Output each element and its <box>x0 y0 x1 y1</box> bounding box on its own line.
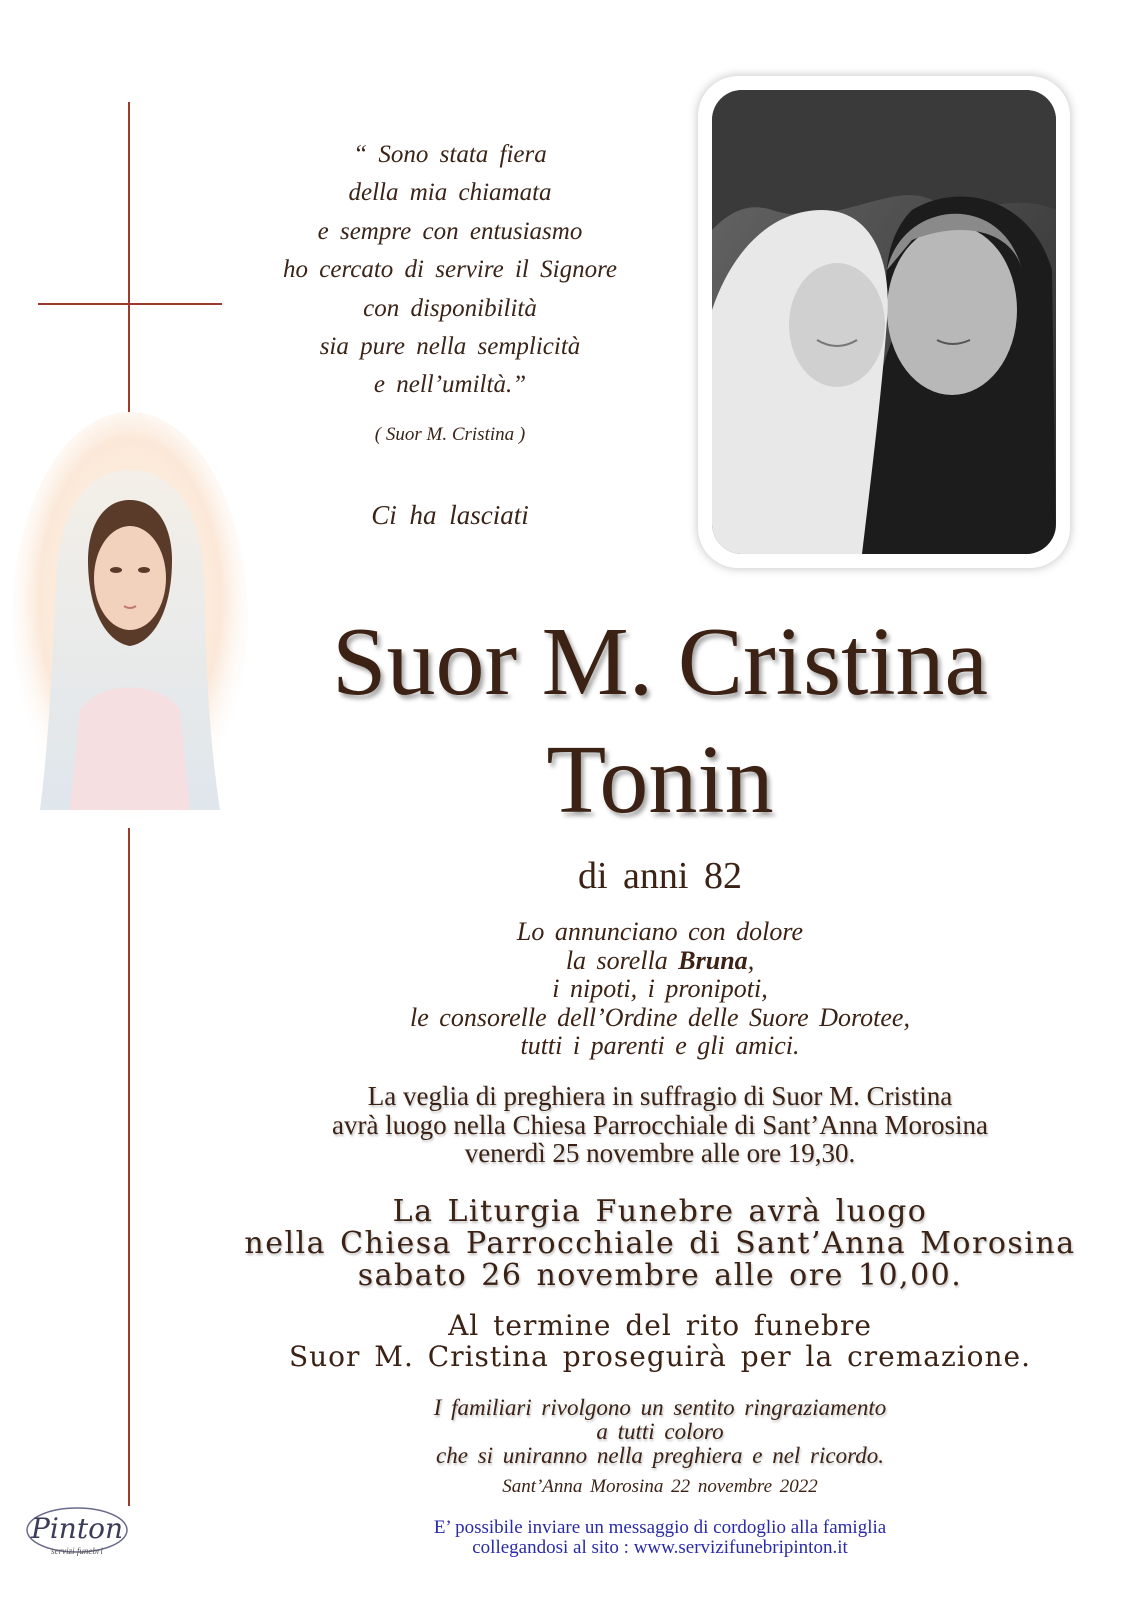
thanks-line: che si uniranno nella preghiera e nel ricordo. <box>436 1443 884 1468</box>
cross-vertical-top <box>128 102 130 412</box>
cross-vertical-bottom <box>128 828 130 1506</box>
thanks <box>240 1396 1080 1468</box>
cremation-line: Al termine del rito funebre <box>448 1309 872 1342</box>
condolence-site <box>240 1518 1080 1558</box>
funeral-line: La Liturgia Funebre avrà luogo <box>392 1194 928 1229</box>
quote-line: e sempre con entusiasmo <box>317 217 583 245</box>
announce-line: tutti i parenti e gli amici. <box>520 1031 800 1060</box>
vigil-info <box>240 1082 1080 1168</box>
quote-author: ( Suor M. Cristina ) <box>374 424 526 445</box>
intro-text: Ci ha lasciati <box>371 500 529 530</box>
cross-horizontal <box>38 303 222 305</box>
deceased-name: Suor M. Cristina <box>331 608 989 716</box>
funeral-line: sabato 26 novembre alle ore 10,00. <box>357 1258 963 1293</box>
vigil-line: venerdì 25 novembre alle ore 19,30. <box>464 1138 856 1168</box>
quote-line: ho cercato di servire il Signore <box>283 256 617 284</box>
announce-text: la sorella <box>565 945 679 975</box>
quote-line: della mia chiamata <box>348 179 552 207</box>
quote-line: e nell’umiltà.” <box>373 371 527 399</box>
announce-line <box>240 947 1080 976</box>
cremation-line: Suor M. Cristina proseguirà per la cremazione. <box>288 1340 1032 1373</box>
vigil-line: avrà luogo nella Chiesa Parrocchiale di Sant’Anna Morosina <box>331 1109 989 1140</box>
quote-line: con disponibilità <box>363 294 537 322</box>
sister-name: Bruna <box>678 945 748 975</box>
funeral-line: nella Chiesa Parrocchiale di Sant’Anna Morosina <box>244 1226 1076 1261</box>
site-link[interactable]: collegandosi al sito : www.servizifunebripinton.it <box>472 1537 848 1558</box>
thanks-line: I familiari rivolgono un sentito ringraziamento <box>433 1395 887 1420</box>
quote-line: sia pure nella semplicità <box>319 333 581 361</box>
vigil-line: La veglia di preghiera in suffragio di Suor M. Cristina <box>367 1081 953 1111</box>
thanks-line: a tutti coloro <box>596 1419 724 1444</box>
announce-line: Lo annunciano con dolore <box>516 917 804 946</box>
portrait-photo <box>712 90 1056 554</box>
announcement <box>240 918 1080 1061</box>
funeral-info <box>240 1196 1080 1292</box>
age: di anni 82 <box>578 855 742 897</box>
quote <box>230 136 670 405</box>
place-date: Sant’Anna Morosina 22 novembre 2022 <box>502 1476 818 1497</box>
announce-text: , <box>747 945 755 975</box>
logo-subtitle: servizi funebri <box>51 1546 103 1556</box>
logo-name: Pinton <box>31 1512 123 1545</box>
site-line: E’ possibile inviare un messaggio di cordoglio alla famiglia <box>433 1517 887 1538</box>
announce-line: i nipoti, i pronipoti, <box>552 974 768 1003</box>
quote-line: “ Sono stata fiera <box>353 141 547 168</box>
announce-line: le consorelle dell’Ordine delle Suore Dorotee, <box>410 1002 910 1032</box>
madonna-image <box>10 410 250 830</box>
deceased-surname: Tonin <box>546 726 774 834</box>
cremation-info <box>240 1310 1080 1372</box>
